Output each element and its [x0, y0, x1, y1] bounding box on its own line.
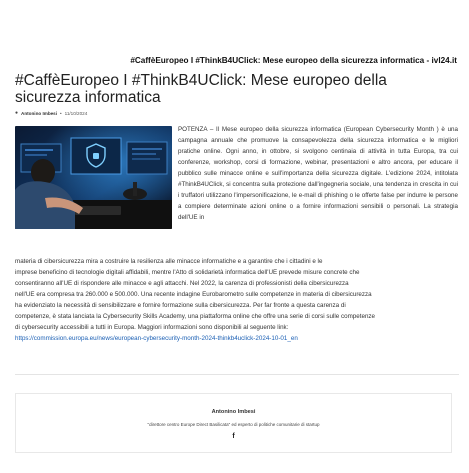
commission-link[interactable]: https://commission.europa.eu/news/european-cybersecurity-month-2024-thinkb4uclick-2024-10-01_en	[15, 335, 298, 343]
author-box-name: Antonino Imbesi	[211, 409, 256, 415]
body-line: competenze, è stata lanciata la Cybersecurity Skills Academy, una piattaforma online che offre una serie di corsi sulle competenze	[15, 313, 376, 321]
body-line: materia di cibersicurezza mira a costruire la resilienza alle minacce informatiche e a garantire che i cittadini e le	[15, 258, 323, 265]
article-paragraph-body	[15, 256, 460, 344]
site-title-bar: #CaffèEuropeo I #ThinkB4UClick: Mese europeo della sicurezza informatica - ivl24.it	[130, 56, 457, 65]
facebook-icon[interactable]: f	[232, 433, 235, 440]
article-image	[15, 126, 172, 229]
body-line: ha evidenziato la necessità di sensibilizzare e fornire formazione sulla cibersicurezza. Per far fronte a questa carenza di	[15, 302, 346, 310]
author-box-bio: "direttore centro Europe Direct Basilicata" ed esperto di politiche comunitarie di startup	[147, 422, 320, 427]
divider	[15, 374, 459, 375]
author-box	[15, 393, 452, 453]
article-title: #CaffèEuropeo I #ThinkB4UClick: Mese europeo della sicurezza informatica	[15, 72, 387, 106]
meta-separator: •	[60, 110, 62, 116]
body-line: nell'UE era compresa tra 260.000 e 500.000. Una recente indagine Eurobarometro sulle competenze in materia di cibersicurezza	[15, 291, 372, 299]
body-line: consentiranno all'UE di rispondere alle minacce e agli attacchi. Nel 2022, la carenza di professionisti della cibersicurezza	[15, 280, 349, 288]
article-paragraph-intro: POTENZA – Il Mese europeo della sicurezza informatica (European Cybersecurity Month ) è una campagna annuale che promuove la consapevolezza della sicurezza informatica e le migliori pratiche online. Ogni anno, in ottobre, si svolgono centinaia di attività in tutta Europa, tra cui conferenze, workshop, corsi di formazione, webinar, presentazioni e altro ancora, per educare il pubblico sulle minacce online e sull'importanza della sicurezza digitale. L'edizione 2024, intitolata #ThinkB4UClick, si concentra sulla protezione dall'ingegneria sociale, una tendenza in crescita in cui i truffatori utilizzano l'impersonificazione, le e-mail di phishing o le offerte false per indurre le persone a compiere determinate azioni online o a fornire informazioni sensibili o personali. La strategia dell'UE in	[178, 126, 458, 222]
article-date: 11/10/2024	[64, 110, 88, 116]
body-line: imprese beneficino di tecnologie digitali affidabili, mentre l'Atto di solidarietà informatica dell'UE prevede misure concrete che	[15, 269, 360, 277]
author-link[interactable]: Antonino Imbesi	[21, 110, 58, 116]
user-icon: ●	[15, 110, 19, 116]
body-line: di cybersecurity accessibili a tutti in Europa. Maggiori informazioni sono disponibili al seguente link:	[15, 324, 289, 332]
article-meta	[15, 110, 87, 116]
